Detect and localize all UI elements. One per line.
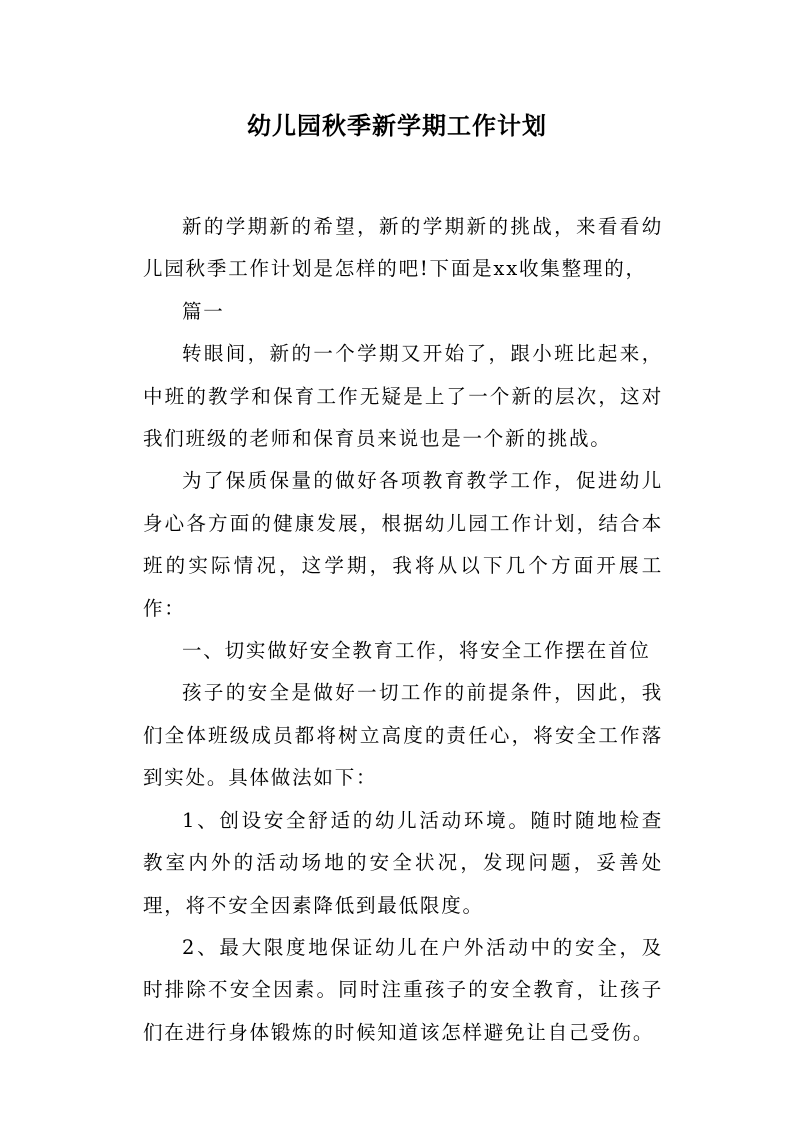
paragraph-new-semester: 转眼间，新的一个学期又开始了，跟小班比起来，中班的教学和保育工作无疑是上了一个新的层次，这对我们班级的老师和保育员来说也是一个新的挑战。 [143, 342, 663, 451]
list-item-outdoor-safety: 2、最大限度地保证幼儿在户外活动中的安全，及时排除不安全因素。同时注重孩子的安全教育，让孩子们在进行身体锻炼的时候知道该怎样避免让自己受伤。 [143, 935, 663, 1044]
document-body [143, 206, 663, 1054]
list-item-safe-environment: 1、创设安全舒适的幼儿活动环境。随时随地检查教室内外的活动场地的安全状况，发现问题，妥善处理，将不安全因素降低到最低限度。 [143, 808, 663, 917]
intro-paragraph: 新的学期新的希望，新的学期新的挑战，来看看幼儿园秋季工作计划是怎样的吧!下面是xx收集整理的， [143, 215, 663, 281]
document-title: 幼儿园秋季新学期工作计划 [247, 111, 547, 140]
section-heading-safety: 一、切实做好安全教育工作，将安全工作摆在首位 [182, 639, 651, 663]
paragraph-work-goals: 为了保质保量的做好各项教育教学工作，促进幼儿身心各方面的健康发展，根据幼儿园工作计划，结合本班的实际情况，这学期，我将从以下几个方面开展工作： [143, 469, 663, 620]
paragraph-safety-premise: 孩子的安全是做好一切工作的前提条件，因此，我们全体班级成员都将树立高度的责任心，将安全工作落到实处。具体做法如下： [143, 681, 663, 790]
section-label-part-one: 篇一 [182, 299, 225, 323]
